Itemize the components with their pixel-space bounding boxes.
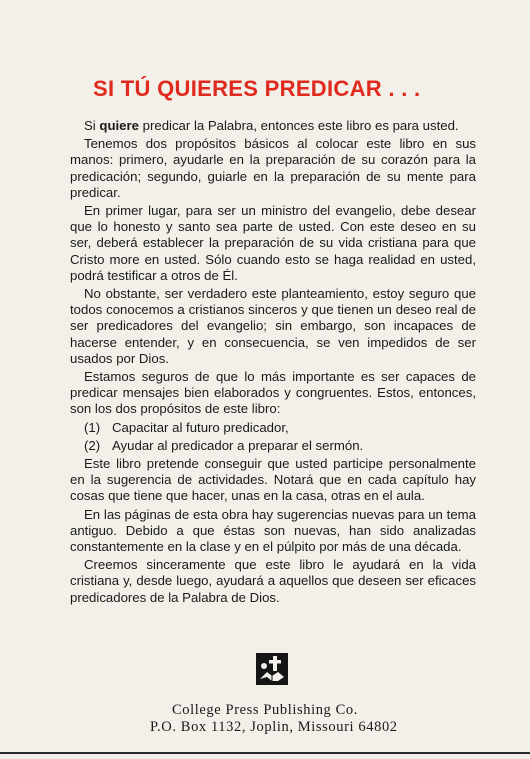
publisher-name: College Press Publishing Co.	[172, 702, 358, 718]
publisher-address: P.O. Box 1132, Joplin, Missouri 64802	[150, 719, 398, 735]
paragraph-5: Estamos seguros de que lo más importante es ser capaces de predicar mensajes bien elaborados y congruentes. Estos, entonces, son los dos propósitos de este libro:	[70, 369, 476, 417]
paragraph-6: Este libro pretende conseguir que usted participe personalmente en la sugerencia de actividades. Notará que en cada capítulo hay cosas que tiene que hacer, unas en la casa, otras en el aula.	[70, 456, 476, 504]
body-text	[70, 118, 476, 608]
paragraph-1: Si quiere predicar la Palabra, entonces este libro es para usted.	[84, 118, 459, 133]
publisher-info	[150, 702, 398, 736]
cross-book-publisher-logo-icon	[256, 653, 288, 685]
emphasis-word: quiere	[99, 118, 139, 133]
paragraph-8: Creemos sinceramente que este libro le ayudará en la vida cristiana y, desde luego, ayudará a aquellos que deseen ser eficaces predicadores de la Palabra de Dios.	[70, 557, 476, 605]
page-title: SI TÚ QUIERES PREDICAR . . .	[93, 76, 421, 101]
paragraph-4: No obstante, ser verdadero este planteamiento, estoy seguro que todos conocemos a cristianos sinceros y que tienen un deseo real de ser predicadores del evangelio; sin embargo, son incapaces de hacerse entender, y en consecuencia, se ven impedidos de ser usados por Dios.	[70, 286, 476, 366]
list-item: (2) Ayudar al predicador a preparar el sermón.	[84, 437, 364, 453]
paragraph-3: En primer lugar, para ser un ministro del evangelio, debe desear que lo honesto y santo sea parte de usted. Con este deseo en su ser, deberá establecer la preparación de su vida cristiana para que Cristo more en usted. Sólo cuando esto se haga realidad en usted, podrá testificar a otros de Él.	[70, 203, 476, 283]
paragraph-7: En las páginas de esta obra hay sugerencias nuevas para un tema antiguo. Debido a que éstas son nuevas, han sido analizadas constantemente en la clase y en el púlpito por más de una década.	[70, 506, 476, 555]
paragraph-2: Tenemos dos propósitos básicos al colocar este libro en sus manos: primero, ayudarle en la preparación de su corazón para la predicación; segundo, guiarle en la preparación de su mente para predicar.	[70, 136, 476, 200]
list-item: (1) Capacitar al futuro predicador,	[84, 419, 289, 435]
bottom-divider	[0, 752, 530, 754]
